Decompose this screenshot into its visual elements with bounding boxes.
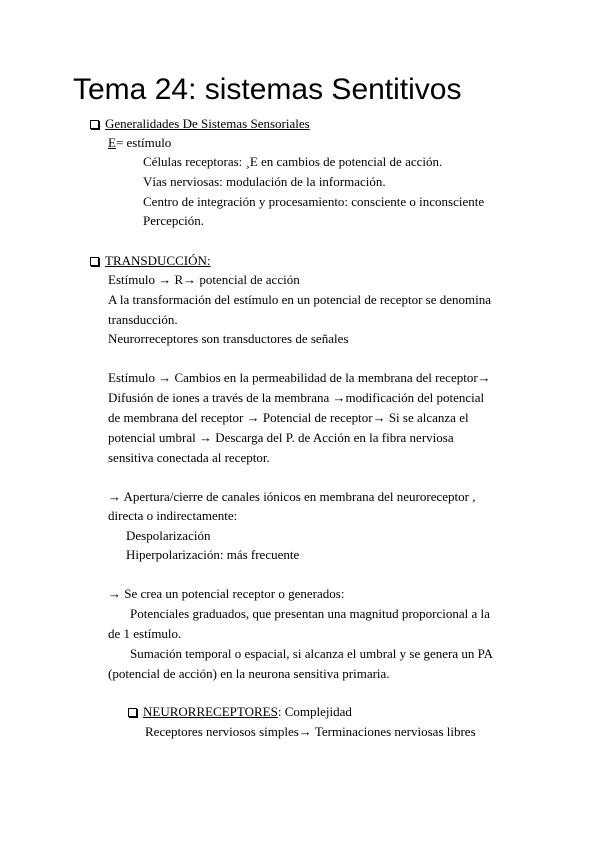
definition-line: [108, 134, 171, 152]
section-heading-generalidades: [90, 115, 310, 133]
text-line: → Apertura/cierre de canales iónicos en membrana del neuroreceptor ,: [108, 489, 476, 504]
page-title: Tema 24: sistemas Sentitivos: [73, 73, 462, 106]
checkbox-bullet-icon: [90, 257, 99, 266]
text-line: de 1 estímulo.: [108, 626, 182, 641]
text-line: transducción.: [108, 312, 178, 327]
list-item: Percepción.: [143, 213, 205, 228]
section-heading-suffix: : Complejidad: [277, 704, 352, 719]
text-line: A la transformación del estímulo en un potencial de receptor se denomina: [108, 292, 492, 307]
section-heading-text: NEURORRECEPTORES: [143, 704, 278, 719]
text-line: Sumación temporal o espacial, si alcanza el umbral y se genera un PA: [130, 646, 494, 661]
list-item: Centro de integración y procesamiento: consciente o inconsciente: [143, 194, 485, 209]
list-item: Despolarización: [126, 528, 211, 543]
text-line: → Se crea un potencial receptor o generados:: [108, 586, 345, 601]
text-line: Neurorreceptores son transductores de señales: [108, 331, 349, 346]
section-heading-transduccion: [90, 252, 210, 270]
list-item: Hiperpolarización: más frecuente: [126, 547, 300, 562]
e-definition: = estímulo: [115, 135, 172, 150]
text-line: Potenciales graduados, que presentan una magnitud proporcional a la: [130, 606, 490, 621]
section-heading-neurorreceptores: [128, 703, 352, 721]
text-line: Estímulo → Cambios en la permeabilidad de la membrana del receptor→: [108, 370, 491, 385]
e-letter: E: [108, 135, 116, 150]
checkbox-bullet-icon: [90, 120, 99, 129]
text-line: Receptores nerviosos simples→ Terminaciones nerviosas libres: [145, 724, 476, 739]
section-heading-text: Generalidades De Sistemas Sensoriales: [105, 116, 310, 131]
text-line: sensitiva conectada al receptor.: [108, 450, 270, 465]
text-line: de membrana del receptor → Potencial de receptor→ Si se alcanza el: [108, 410, 469, 425]
text-line: (potencial de acción) en la neurona sensitiva primaria.: [108, 666, 390, 681]
list-item: Vías nerviosas: modulación de la información.: [143, 174, 386, 189]
checkbox-bullet-icon: [128, 708, 137, 717]
list-item: Células receptoras: ¸E en cambios de potencial de acción.: [143, 154, 443, 169]
section-heading-text: TRANSDUCCIÓN:: [105, 253, 211, 268]
text-line: potencial umbral → Descarga del P. de Acción en la fibra nerviosa: [108, 430, 454, 445]
text-line: directa o indirectamente:: [108, 508, 238, 523]
text-line: Estímulo → R→ potencial de acción: [108, 272, 300, 287]
text-line: Difusión de iones a través de la membrana →modificación del potencial: [108, 390, 485, 405]
